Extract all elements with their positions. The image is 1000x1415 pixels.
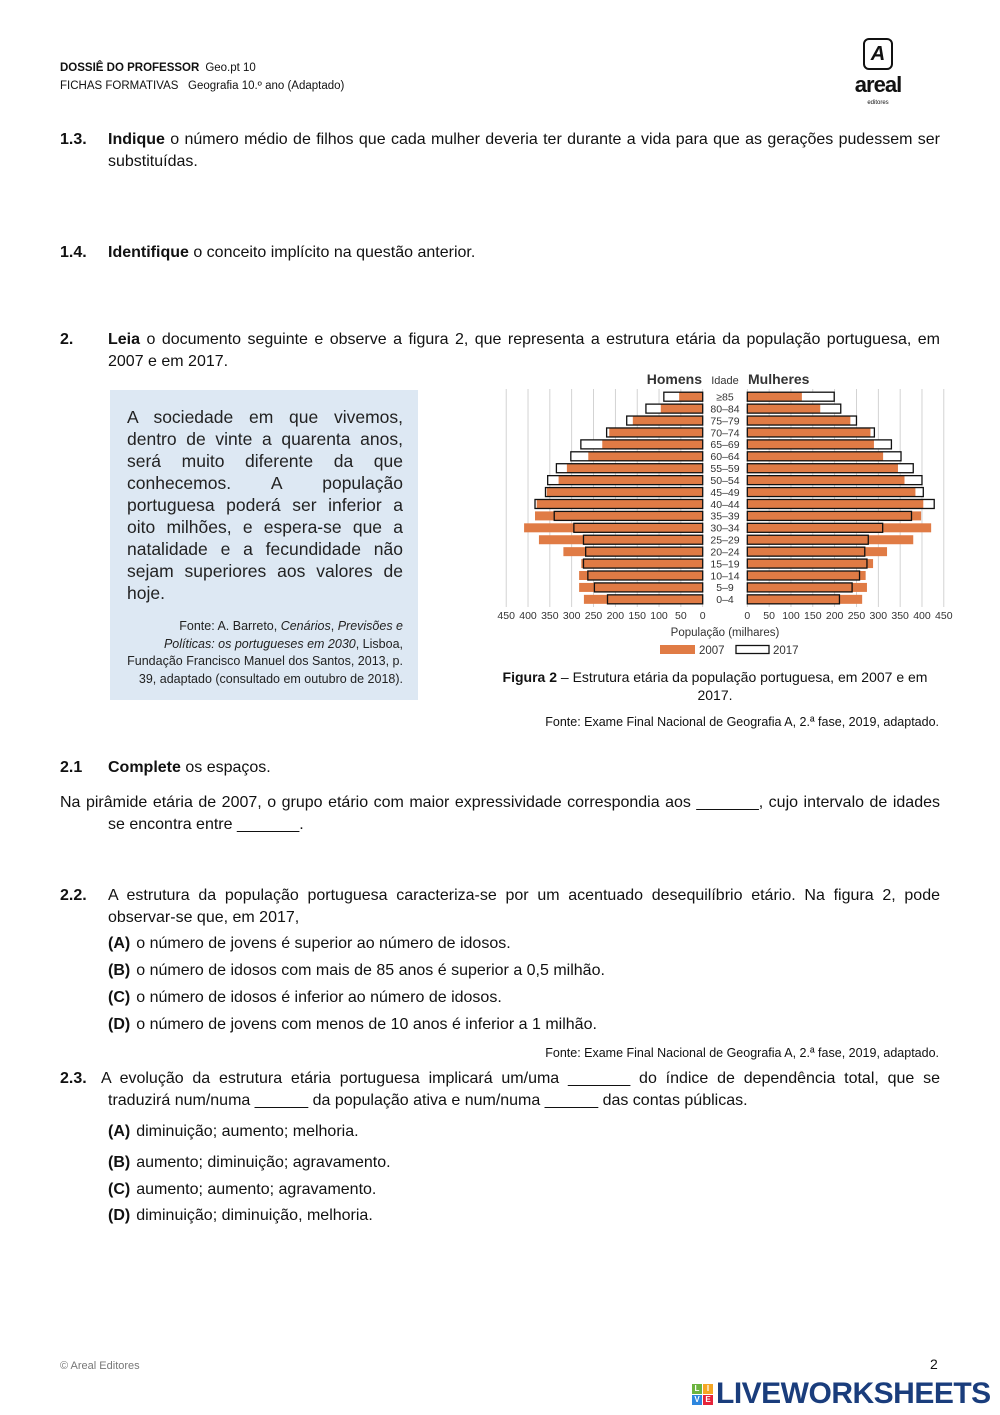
x-axis-title: População (milhares) xyxy=(670,627,780,639)
bar-men-2007 xyxy=(602,440,702,449)
bar-men-2007 xyxy=(537,499,703,508)
bar-women-2007 xyxy=(747,547,887,556)
figure-caption xyxy=(500,668,930,704)
bar-women-2007 xyxy=(747,428,870,437)
bar-women-2007 xyxy=(747,595,862,604)
publisher-logo xyxy=(842,38,914,107)
option-text: o número de jovens com menos de 10 anos é inferior a 1 milhão. xyxy=(136,1016,597,1033)
option-letter: (B) xyxy=(108,962,131,979)
header-series xyxy=(60,61,256,75)
age-group-label: ≥85 xyxy=(716,391,734,404)
age-group-label: 25–29 xyxy=(710,534,740,547)
age-group-label: 55–59 xyxy=(710,463,740,476)
age-group-label: 50–54 xyxy=(710,474,740,487)
bar-men-2007 xyxy=(588,452,702,461)
age-group-label: 10–14 xyxy=(710,570,740,583)
question-number: 2.2. xyxy=(60,887,87,904)
bar-women-2007 xyxy=(747,511,921,520)
chart-title-age: Idade xyxy=(711,375,739,387)
population-pyramid-chart xyxy=(497,365,960,662)
option-a[interactable] xyxy=(108,934,511,954)
question-number: 2. xyxy=(60,331,74,348)
age-group-label: 45–49 xyxy=(710,486,740,499)
legend-label-2017: 2017 xyxy=(773,645,799,657)
liveworksheets-wordmark: LIVEWORKSHEETS xyxy=(716,1377,991,1410)
option-text: aumento; diminuição; agravamento. xyxy=(136,1154,391,1171)
quote-box xyxy=(110,390,418,700)
tile: I xyxy=(703,1384,713,1394)
bar-men-2007 xyxy=(661,404,703,413)
age-group-label: 35–39 xyxy=(710,510,740,523)
bar-men-2007 xyxy=(679,392,703,401)
option-text: o número de idosos com mais de 85 anos é superior a 0,5 milhão. xyxy=(136,962,605,979)
option-b[interactable] xyxy=(108,961,605,981)
legend-swatch-2007 xyxy=(660,645,695,654)
question-text: o conceito implícito na questão anterior. xyxy=(188,244,476,261)
src-part: Fonte: A. Barreto, xyxy=(179,619,281,633)
age-group-label: 30–34 xyxy=(710,522,740,535)
age-group-label: 75–79 xyxy=(710,415,740,428)
x-tick-label-right: 400 xyxy=(913,610,931,622)
src-title: Cenários xyxy=(280,619,331,633)
page-number: 2 xyxy=(930,1356,938,1372)
tile: V xyxy=(692,1395,702,1405)
option-letter: (B) xyxy=(108,1154,131,1171)
bar-women-2007 xyxy=(747,571,865,580)
legend-label-2007: 2007 xyxy=(699,645,725,657)
x-tick-label-left: 50 xyxy=(675,610,687,622)
option-b[interactable] xyxy=(108,1153,391,1173)
age-group-label: 80–84 xyxy=(710,403,740,416)
x-tick-label-left: 150 xyxy=(628,610,646,622)
bar-women-2007 xyxy=(747,488,915,497)
header-subtitle: FICHAS FORMATIVAS Geografia 10.º ano (Adaptado) xyxy=(60,80,345,92)
figure-source: Fonte: Exame Final Nacional de Geografia A, 2.ª fase, 2019, adaptado. xyxy=(545,715,939,729)
question-number: 1.3. xyxy=(60,131,87,148)
question-text: A evolução da estrutura etária portuguesa implicará um/uma _______ do índice de dependência total, que se traduzirá num/numa ______ da população ativa e num/numa ______ das contas públicas. xyxy=(101,1070,940,1109)
x-tick-label-left: 400 xyxy=(519,610,537,622)
question-verb: Leia xyxy=(108,331,141,348)
option-letter: (D) xyxy=(108,1016,131,1033)
option-a[interactable] xyxy=(108,1122,359,1142)
bar-men-2007 xyxy=(579,571,703,580)
x-tick-label-right: 200 xyxy=(825,610,844,622)
question-text: os espaços. xyxy=(180,759,271,776)
bar-men-2007 xyxy=(567,464,703,473)
age-group-label: 15–19 xyxy=(710,558,740,571)
chart-title-women: Mulheres xyxy=(748,371,810,387)
age-group-label: 65–69 xyxy=(710,439,740,452)
age-group-label: 5–9 xyxy=(716,582,734,595)
logo-sub: editores xyxy=(867,100,889,106)
series-title: DOSSIÊ DO PROFESSOR xyxy=(60,62,200,74)
logo-mark-icon: A xyxy=(863,38,893,70)
bar-women-2007 xyxy=(747,464,898,473)
bar-women-2007 xyxy=(747,440,874,449)
bar-women-2007 xyxy=(747,499,923,508)
tile: L xyxy=(692,1384,702,1394)
question-number: 1.4. xyxy=(60,244,87,261)
option-letter: (D) xyxy=(108,1207,131,1224)
question-source: Fonte: Exame Final Nacional de Geografia A, 2.ª fase, 2019, adaptado. xyxy=(545,1046,939,1060)
x-tick-label-left: 300 xyxy=(562,610,581,622)
src-part: , Lisboa, Fundação Francisco Manuel dos Santos, 2013, p. 39, adaptado (consultado em outubro de 2018). xyxy=(127,636,403,686)
option-text: o número de idosos é inferior ao número de idosos. xyxy=(136,989,502,1006)
age-group-label: 0–4 xyxy=(716,594,734,607)
bar-women-2007 xyxy=(747,523,931,532)
bar-women-2007 xyxy=(747,452,883,461)
bar-men-2007 xyxy=(547,488,703,497)
age-group-label: 70–74 xyxy=(710,427,740,440)
bar-men-2007 xyxy=(539,535,703,544)
bar-men-2007 xyxy=(633,416,703,425)
tile: E xyxy=(703,1395,713,1405)
x-tick-label-right: 350 xyxy=(891,610,909,622)
x-tick-label-right: 50 xyxy=(763,610,775,622)
x-tick-label-right: 0 xyxy=(744,610,751,622)
question-text: A estrutura da população portuguesa caracteriza-se por um acentuado desequilíbrio etário. Na figura 2, pode observar-se que, em 2017, xyxy=(108,887,940,926)
fill-blank-sentence[interactable]: Na pirâmide etária de 2007, o grupo etário com maior expressividade correspondia aos _______, cujo intervalo de idades se encontra entre _______. xyxy=(60,794,940,833)
bar-men-2007 xyxy=(581,559,702,568)
question-number: 2.1 xyxy=(60,759,83,776)
figure-caption-text: – Estrutura etária da população portuguesa, em 2007 e em 2017. xyxy=(557,669,928,703)
option-letter: (C) xyxy=(108,1181,131,1198)
x-tick-label-right: 300 xyxy=(869,610,888,622)
age-group-label: 60–64 xyxy=(710,451,740,464)
bar-men-2007 xyxy=(559,476,703,485)
option-c[interactable] xyxy=(108,988,502,1008)
copyright: © Areal Editores xyxy=(60,1360,140,1372)
option-text: o número de jovens é superior ao número de idosos. xyxy=(136,935,511,952)
bar-men-2007 xyxy=(535,511,703,520)
src-title: Previsões e Políticas: os portugueses em 2030 xyxy=(163,619,403,651)
x-tick-label-left: 100 xyxy=(650,610,668,622)
question-verb: Indique xyxy=(108,131,165,148)
option-letter: (A) xyxy=(108,935,131,952)
question-verb: Identifique xyxy=(108,244,189,261)
option-d[interactable] xyxy=(108,1206,373,1226)
bar-men-2007 xyxy=(563,547,702,556)
x-tick-label-right: 450 xyxy=(935,610,953,622)
question-verb: Complete xyxy=(108,759,181,776)
bar-women-2007 xyxy=(747,559,873,568)
bar-women-2007 xyxy=(747,535,913,544)
option-text: aumento; aumento; agravamento. xyxy=(136,1181,377,1198)
x-tick-label-left: 450 xyxy=(497,610,515,622)
liveworksheets-logo xyxy=(692,1378,991,1410)
chart-title-men: Homens xyxy=(646,371,702,387)
x-tick-label-right: 100 xyxy=(782,610,800,622)
option-text: diminuição; diminuição, melhoria. xyxy=(136,1207,373,1224)
question-text: o documento seguinte e observe a figura 2, que representa a estrutura etária da população portuguesa, em 2007 e em 2017. xyxy=(108,331,940,370)
bar-men-2007 xyxy=(524,523,703,532)
x-tick-label-right: 250 xyxy=(847,610,866,622)
option-c[interactable] xyxy=(108,1180,376,1200)
bar-women-2007 xyxy=(747,404,820,413)
quote-source xyxy=(127,618,403,688)
liveworksheets-tiles-icon xyxy=(692,1384,713,1405)
question-number: 2.3. xyxy=(60,1070,87,1087)
question-text: o número médio de filhos que cada mulher deveria ter durante a vida para que as gerações pudessem ser substituídas. xyxy=(108,131,940,170)
option-letter: (A) xyxy=(108,1123,131,1140)
bar-women-2007 xyxy=(747,416,850,425)
quote-text: A sociedade em que vivemos, dentro de vinte a quarenta anos, será muito diferente da que conhecemos. A população portuguesa poderá ser inferior a oito milhões, e espera-se que a natalidade e a fecundidade não sejam superiores aos valores de hoje. xyxy=(127,407,403,603)
bar-men-2007 xyxy=(609,428,702,437)
figure-label: Figura 2 xyxy=(502,669,557,685)
bar-men-2007 xyxy=(579,583,703,592)
bar-men-2007 xyxy=(584,595,703,604)
x-tick-label-left: 350 xyxy=(541,610,559,622)
logo-name: areal xyxy=(854,72,902,97)
x-tick-label-left: 0 xyxy=(699,610,706,622)
age-group-label: 20–24 xyxy=(710,546,740,559)
bar-women-2007 xyxy=(747,392,802,401)
x-tick-label-right: 150 xyxy=(804,610,822,622)
bar-women-2007 xyxy=(747,583,867,592)
book-title: Geo.pt 10 xyxy=(205,62,256,74)
src-part: , xyxy=(330,619,338,633)
legend-swatch-2017 xyxy=(736,646,769,654)
x-tick-label-left: 200 xyxy=(606,610,625,622)
option-letter: (C) xyxy=(108,989,131,1006)
bar-women-2007 xyxy=(747,476,904,485)
option-d[interactable] xyxy=(108,1015,597,1035)
age-group-label: 40–44 xyxy=(710,498,740,511)
option-text: diminuição; aumento; melhoria. xyxy=(136,1123,359,1140)
x-tick-label-left: 250 xyxy=(584,610,603,622)
